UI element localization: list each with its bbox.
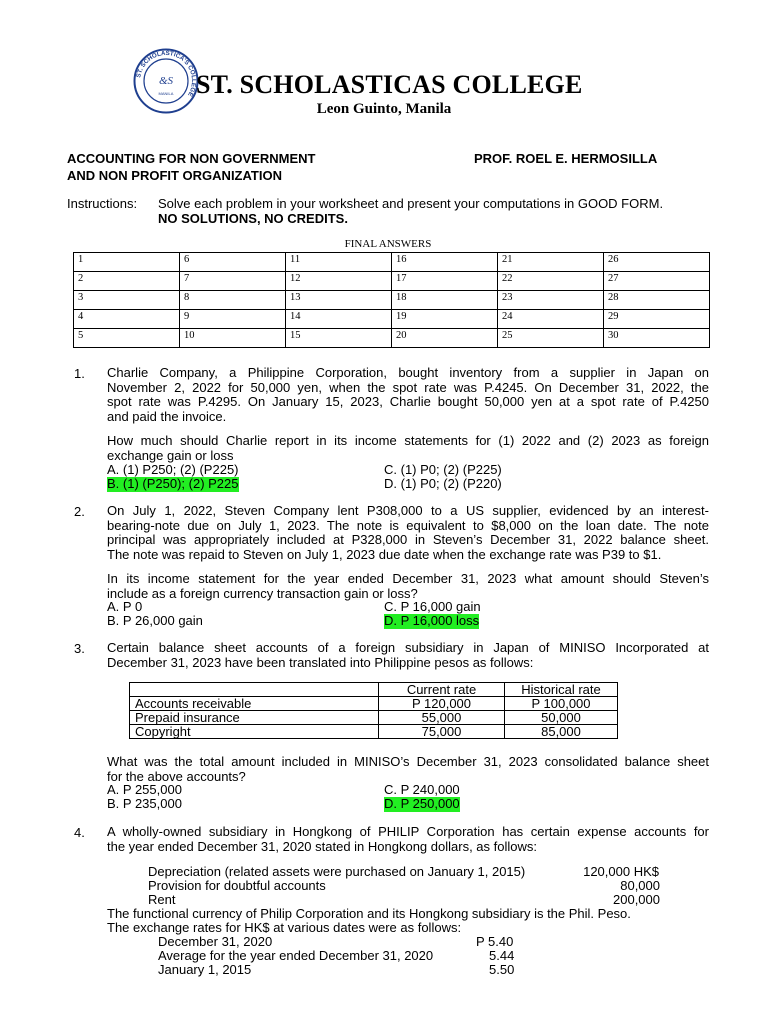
answer-cell: 16 — [392, 253, 498, 272]
historical-rate-value: 50,000 — [505, 711, 618, 725]
answer-cell: 14 — [286, 310, 392, 329]
question-number: 3. — [74, 641, 85, 656]
column-header: Current rate — [379, 683, 505, 697]
rate-label: December 31, 2020 — [158, 934, 273, 949]
option-b: B. P 26,000 gain — [107, 613, 203, 628]
expense-label: Provision for doubtful accounts — [148, 878, 326, 893]
question-text-line: A wholly-owned subsidiary in Hongkong of PHILIP Corporation has certain expense accounts for — [107, 824, 709, 839]
table-row — [130, 711, 618, 725]
rate-label: January 1, 2015 — [158, 962, 252, 977]
table-row — [74, 253, 710, 272]
svg-text:MANILA: MANILA — [158, 91, 174, 96]
option-a: A. (1) P250; (2) (P225) — [107, 462, 239, 477]
rate-value: 5.44 — [489, 948, 515, 963]
option-c: C. P 16,000 gain — [384, 599, 481, 614]
table-row — [74, 329, 710, 348]
column-header: Historical rate — [505, 683, 618, 697]
answer-cell: 30 — [604, 329, 710, 348]
option-a: A. P 255,000 — [107, 782, 182, 797]
question-number: 2. — [74, 504, 85, 519]
course-title-line2: AND NON PROFIT ORGANIZATION — [67, 168, 282, 183]
answer-cell: 20 — [392, 329, 498, 348]
table-row — [74, 310, 710, 329]
account-name: Copyright — [130, 725, 379, 739]
answer-cell: 6 — [180, 253, 286, 272]
historical-rate-value: P 100,000 — [505, 697, 618, 711]
instructions-warning: NO SOLUTIONS, NO CREDITS. — [158, 211, 348, 226]
option-d-answer: D. P 250,000 — [384, 796, 460, 811]
professor-name: PROF. ROEL E. HERMOSILLA — [474, 151, 658, 166]
question-text-line: and paid the invoice. — [107, 408, 227, 424]
svg-text:ST. SCHOLASTICA'S COLLEGE: ST. SCHOLASTICA'S COLLEGE — [135, 49, 198, 98]
question-prompt-line: How much should Charlie report in its income statements for (1) 2022 and (2) 2023 as foreign — [107, 433, 709, 448]
table-header-row — [130, 683, 618, 697]
question-text-line: spot rate was P.4295. On January 15, 2023, Charlie bought 50,000 yen at a spot rate of P.4250 — [107, 394, 709, 409]
current-rate-value: 75,000 — [379, 725, 505, 739]
answer-cell: 27 — [604, 272, 710, 291]
historical-rate-value: 85,000 — [505, 725, 618, 739]
translated-accounts-table — [129, 682, 618, 739]
answer-cell: 7 — [180, 272, 286, 291]
question-number: 1. — [74, 366, 85, 381]
question-text-line: bearing-note due on July 1, 2023. The note is equivalent to $8,000 on the loan date. The note — [107, 517, 709, 533]
question-prompt-line: What was the total amount included in MINISO’s December 31, 2023 consolidated balance sheet — [107, 754, 709, 769]
option-b-answer: B. (1) (P250); (2) P225 — [107, 476, 239, 491]
question-text-line: The exchange rates for HK$ at various dates were as follows: — [107, 920, 462, 935]
final-answers-title: FINAL ANSWERS — [344, 238, 432, 250]
question-prompt-line: In its income statement for the year ended December 31, 2023 what amount should Steven’s — [107, 571, 709, 586]
table-row — [130, 697, 618, 711]
expense-label: Depreciation (related assets were purchased on January 1, 2015) — [148, 864, 526, 879]
table-row — [74, 291, 710, 310]
column-header — [130, 683, 379, 697]
question-text-line: Certain balance sheet accounts of a foreign subsidiary in Japan of MINISO Incorporated at — [107, 640, 709, 655]
rate-value: 5.50 — [489, 962, 515, 977]
answer-cell: 17 — [392, 272, 498, 291]
option-b: B. P 235,000 — [107, 796, 182, 811]
expense-value: 120,000 HK$ — [583, 864, 659, 879]
question-prompt-line: exchange gain or loss — [107, 447, 234, 463]
account-name: Prepaid insurance — [130, 711, 379, 725]
expense-value: 80,000 — [620, 878, 660, 893]
answer-cell: 15 — [286, 329, 392, 348]
course-title-line1: ACCOUNTING FOR NON GOVERNMENT — [67, 151, 316, 166]
college-name: ST. SCHOLASTICAS COLLEGE — [196, 70, 583, 99]
answer-cell: 11 — [286, 253, 392, 272]
expense-label: Rent — [148, 892, 176, 907]
question-text-line: November 2, 2022 for 50,000 yen, when the spot rate was P.4245. On December 31, 2022, the — [107, 379, 709, 395]
answer-cell: 13 — [286, 291, 392, 310]
answer-cell: 26 — [604, 253, 710, 272]
answer-cell: 4 — [74, 310, 180, 329]
answer-cell: 8 — [180, 291, 286, 310]
answer-cell: 5 — [74, 329, 180, 348]
option-c: C. P 240,000 — [384, 782, 460, 797]
instructions-text: Solve each problem in your worksheet and present your computations in GOOD FORM. — [158, 196, 664, 211]
option-d: D. (1) P0; (2) (P220) — [384, 476, 502, 491]
answer-cell: 23 — [498, 291, 604, 310]
answer-cell: 24 — [498, 310, 604, 329]
question-number: 4. — [74, 825, 85, 840]
table-row — [130, 725, 618, 739]
answer-cell: 3 — [74, 291, 180, 310]
answer-cell: 29 — [604, 310, 710, 329]
instructions-label: Instructions: — [67, 196, 138, 211]
final-answers-grid — [73, 252, 710, 348]
question-text-line: Charlie Company, a Philippine Corporation, bought inventory from a supplier in Japan on — [107, 365, 709, 380]
question-text-line: December 31, 2023 have been translated into Philippine pesos as follows: — [107, 654, 534, 670]
svg-text:&S: &S — [158, 75, 174, 87]
question-text-line: principal was appropriately included at P328,000 in Steven’s December 31, 2022 balance sheet. — [107, 532, 709, 547]
option-a: A. P 0 — [107, 599, 143, 614]
expense-value: 200,000 — [613, 892, 660, 907]
rate-value: P 5.40 — [476, 934, 514, 949]
answer-cell: 10 — [180, 329, 286, 348]
option-d-answer: D. P 16,000 loss — [384, 613, 480, 628]
question-text-line: the year ended December 31, 2020 stated in Hongkong dollars, as follows: — [107, 838, 537, 854]
question-prompt-line: include as a foreign currency transaction gain or loss? — [107, 585, 418, 601]
answer-cell: 9 — [180, 310, 286, 329]
college-location: Leon Guinto, Manila — [316, 101, 452, 117]
account-name: Accounts receivable — [130, 697, 379, 711]
question-prompt-line: for the above accounts? — [107, 768, 246, 784]
question-text-line: On July 1, 2022, Steven Company lent P308,000 to a US supplier, evidenced by an interest- — [107, 503, 709, 518]
answer-cell: 18 — [392, 291, 498, 310]
rate-label: Average for the year ended December 31, 2020 — [158, 948, 434, 963]
answer-cell: 12 — [286, 272, 392, 291]
answer-cell: 19 — [392, 310, 498, 329]
current-rate-value: P 120,000 — [379, 697, 505, 711]
current-rate-value: 55,000 — [379, 711, 505, 725]
answer-cell: 22 — [498, 272, 604, 291]
answer-cell: 2 — [74, 272, 180, 291]
question-text-line: The note was repaid to Steven on July 1, 2023 due date when the exchange rate was P39 to $1. — [107, 546, 662, 562]
question-text-line: The functional currency of Philip Corporation and its Hongkong subsidiary is the Phil. Peso. — [107, 906, 631, 921]
option-c: C. (1) P0; (2) (P225) — [384, 462, 502, 477]
answer-cell: 28 — [604, 291, 710, 310]
table-row — [74, 272, 710, 291]
answer-cell: 21 — [498, 253, 604, 272]
answer-cell: 25 — [498, 329, 604, 348]
answer-cell: 1 — [74, 253, 180, 272]
